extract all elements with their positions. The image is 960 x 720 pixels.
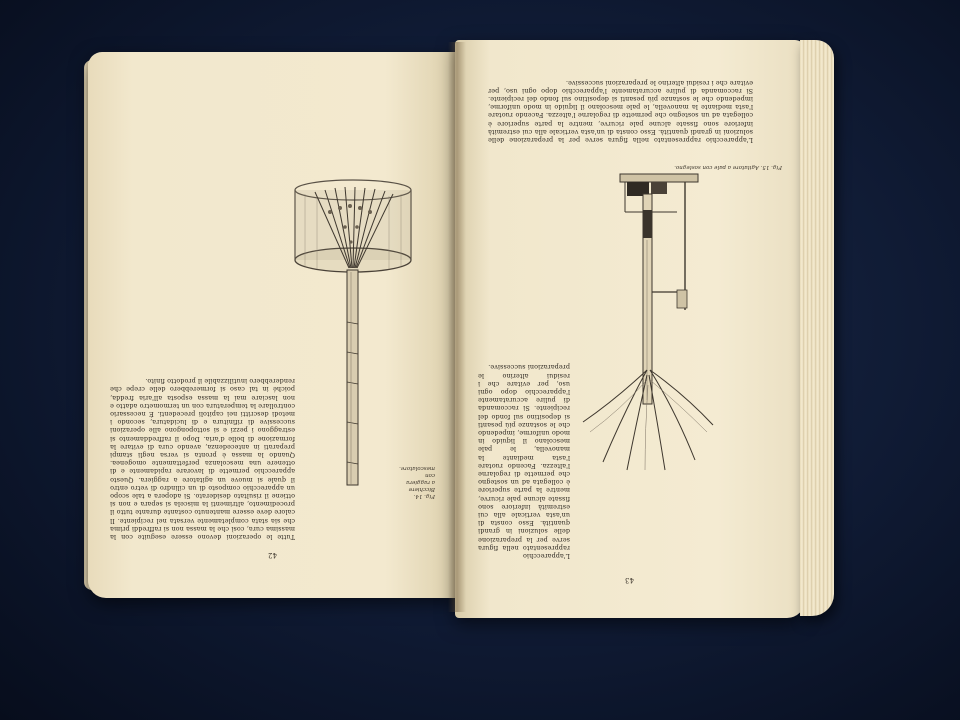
right-page-body-excerpt: L'apparecchio rappresentato nella figura serve per la preparazione delle soluzioni in grandi quantità. Esso consta di un'asta verticale alla cui estremità inferiore sono fissate alcune pale ricurve, mentre la parte superiore è collegata ad un sostegno che permette di regolarne l'altezza. Facendo ruotare l'asta mediante la manovella, le pale mescolano il liquido in modo uniforme, impedendo che le sostanze più pesanti si depositino sul fondo del recipiente. Si raccomanda di pulire accuratamente l'apparecchio dopo ogni uso, per evitare che i residui alterino le preparazioni successive.: [488, 78, 753, 144]
left-figure-illustration: [285, 172, 425, 502]
left-figure-caption: Fig. 14. Bicchiere a raggiera con mescolatore.: [399, 465, 435, 499]
left-page-body-text: Tutte le operazioni devono essere eseguite con la massima cura, così che la massa non si raffreddi prima che sia stata completamente versata nel recipiente. Il calore deve essere mantenuto costante durante tutto il procedimento, altrimenti la miscela si separa e non si ottiene il risultato desiderato. Si adopera a tale scopo un apparecchio composto di un cilindro di vetro entro il quale si muove un agitatore a raggiera. Questo apparecchio permette di lavorare rapidamente e di ottenere una mescolanza perfettamente omogenea. Quando la massa è pronta si versa negli stampi preparati in antecedenza, avendo cura di evitare la formazione di bolle d'aria. Dopo il raffreddamento si estraggono i pezzi e si sottopongono alle operazioni successive di rifinitura e di lucidatura, secondo i metodi descritti nei capitoli precedenti. È necessario controllare la temperatura con un termometro adatto e non lasciare mai la massa esposta all'aria fredda, poiché in tal caso si formerebbero delle crepe che renderebbero inutilizzabile il prodotto finito.: [110, 377, 295, 541]
right-page-header-text: [488, 78, 753, 144]
right-figure-caption: Fig. 15. Agitatore a pale con sostegno.: [674, 164, 782, 170]
right-page-stack-edge: [800, 40, 834, 616]
left-page-number: 42: [268, 551, 277, 559]
right-figure-illustration: [565, 170, 725, 490]
right-page-number: 43: [625, 576, 634, 584]
right-page-body-text: L'apparecchio rappresentato nella figura serve per la preparazione delle soluzioni in grandi quantità. Esso consta di un'asta verticale alla cui estremità inferiore sono fissate alcune pale ricurve, mentre la parte superiore è collegata ad un sostegno che permette di regolarne l'altezza. Facendo ruotare l'asta mediante la manovella, le pale mescolano il liquido in modo uniforme, impedendo che le sostanze più pesanti si depositino sul fondo del recipiente. Si raccomanda di pulire accuratamente l'apparecchio dopo ogni uso, per evitare che i residui alterino le preparazioni successive.: [478, 363, 570, 560]
book-gutter: [448, 42, 466, 612]
